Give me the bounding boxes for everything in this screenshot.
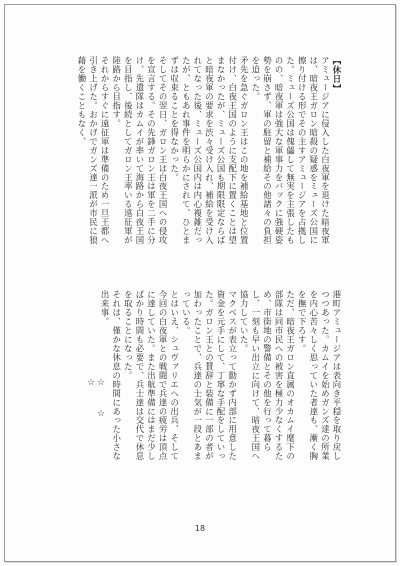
upper-paragraph-4: それからすぐに遠征軍は準備のため一旦王都へ引き上げた。おかげでガンズ達一派が市民に狼藉を働くこともなく、 bbox=[76, 56, 111, 245]
section-heading: 【休日】 bbox=[332, 56, 342, 94]
scene-break-stars: ☆ ☆ ☆ bbox=[86, 378, 106, 428]
lower-paragraph-5: それは、僅かな休息の時間にあった小さな出来事。 bbox=[100, 290, 122, 461]
upper-paragraph-3: そしてその翌日、ガロン王は白夜王国への侵攻を宣言する。その先鋒ガロン王は軍を二手に分け、先遣隊はカムイが率いて海路から白夜王国を目指し、後続としてガロン王率いる遠征軍が陸路から目指す。 bbox=[111, 56, 169, 245]
page-number: 18 bbox=[194, 524, 206, 533]
lower-paragraph-1: 港町アミュージアは表向き平穏を取り戻しつつあった。カムイを始めガンズ達の所業を内心苦々しく思っていた者達も、漸く胸を撫で下ろす。 bbox=[297, 290, 342, 461]
upper-text-column bbox=[60, 56, 342, 252]
lower-paragraph-3: マクベスが表立って動かず内部に用意した資金を元手にして、丁寧な手配をしていった。ガロン王との賛辞と装備に一部の者が加わったことで、兵達の士気が一段とあまっている。 bbox=[181, 290, 238, 461]
lower-paragraph-2: ただ、暗夜王ガロン直属のオカムイ麾下の部隊は同市民への被害を極力少なくするため、市街地の警備とその他を行って暮らし、一刻も早い出立に向けて、暗夜王国へ協力していた。 bbox=[239, 290, 296, 461]
lower-paragraph-4: とはいえ、シュヴァリエへの出兵、そして今回の白夜軍との戦闘で兵達の疲労は頂点に達していた。また出航準備にはまだ少しばかり時間も必要で、兵士達は交代で休息を取ることになった。 bbox=[123, 290, 180, 461]
upper-paragraph-2: 矛先を急ぐガロン王はこの地を補給基地と位置付け、白夜王国のように支配下に置くことは望まなかったが、ミューズ公国も期限限定ならばと暗夜軍の要求を渋々受け入れ、補給を受け入れてなった後、ミューズ公国内は内心複雑だったが、ともあれ事件を明らかにされて、ひとまずは収束ることを得なかった。 bbox=[169, 56, 250, 245]
upper-paragraph-1: アミュージアに侵入した白夜軍を退けた暗夜軍は、暗夜王ガロン暗殺の疑惑をミューズ公国に擦り付ける形でその主すアミュージアを占拠した。ミューズ公国は傀儡して無実を主張したものの、暗夜軍は強大な軍事力をバックに強硬姿勢を崩さず、軍の駐留と補給その他諸々の負担を迫った。 bbox=[250, 56, 331, 245]
